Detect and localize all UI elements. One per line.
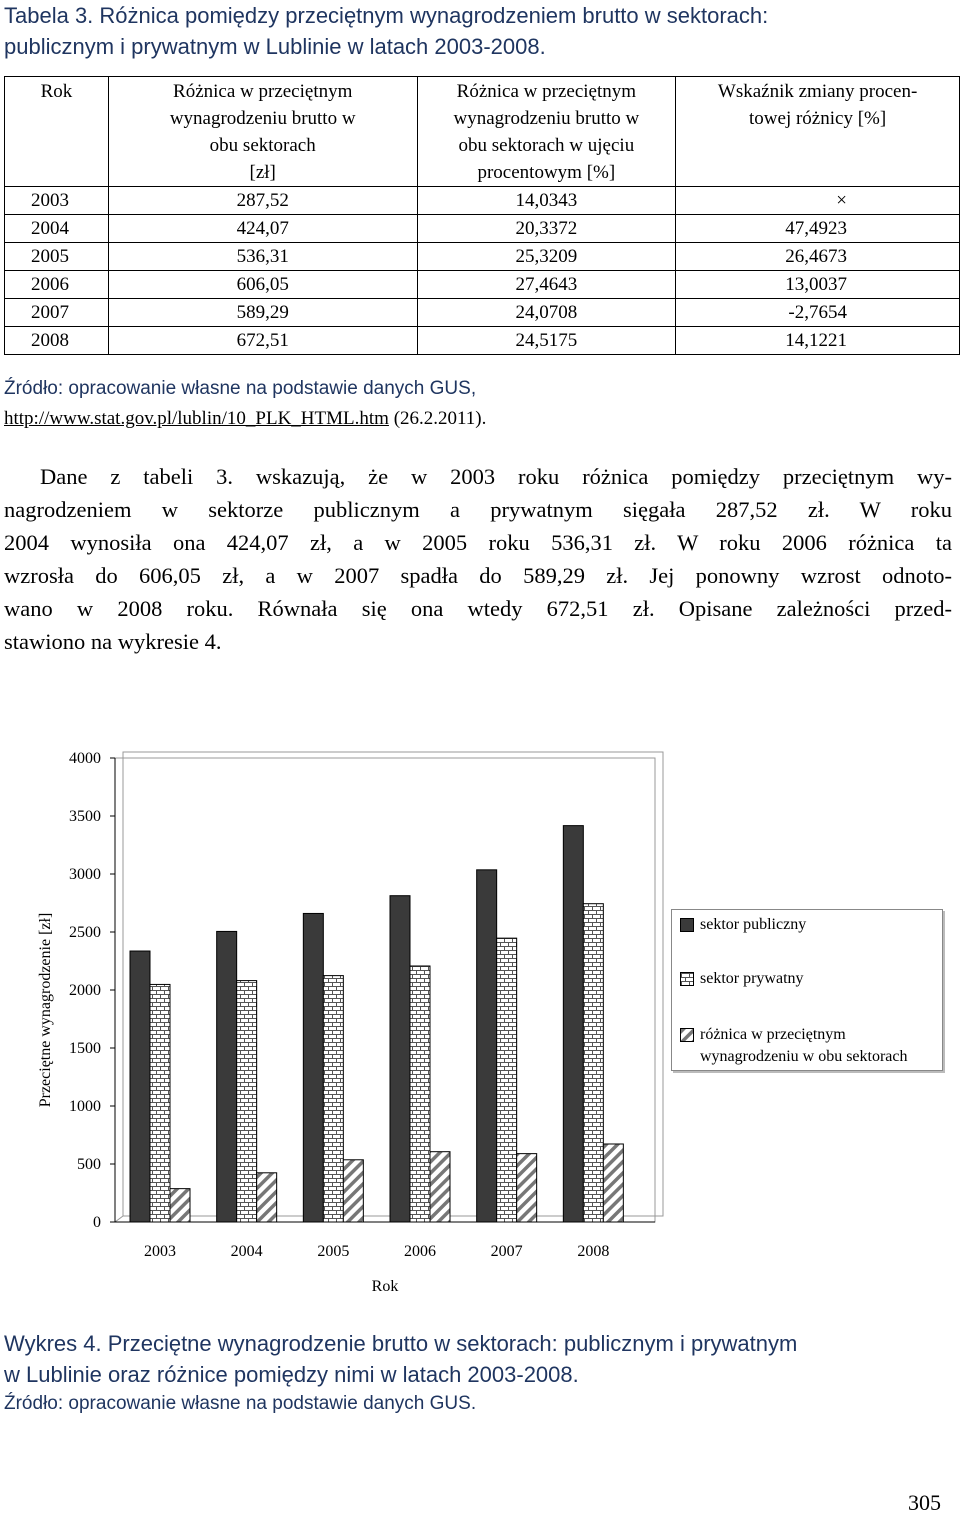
wage-difference-table xyxy=(4,76,960,355)
bar-private xyxy=(323,976,343,1222)
x-axis-label: Rok xyxy=(371,1278,399,1295)
cell-year: 2003 xyxy=(5,187,109,215)
y-tick-label: 1000 xyxy=(69,1098,101,1115)
table-row xyxy=(5,187,960,215)
cell-difference-percent: 25,3209 xyxy=(417,243,676,271)
paragraph-line: stawiono na wykresie 4. xyxy=(4,629,222,654)
legend-item-difference xyxy=(680,1024,908,1068)
x-tick-label: 2003 xyxy=(144,1243,176,1260)
legend-item-private xyxy=(680,970,804,988)
table-row xyxy=(5,215,960,243)
y-tick-label: 1500 xyxy=(69,1040,101,1057)
header-difference-pln: Różnica w przeciętnym wynagrodzeniu brutto w obu sektorach [zł] xyxy=(108,77,417,187)
y-tick-label: 500 xyxy=(77,1156,101,1173)
chart-legend xyxy=(671,909,943,1071)
x-tick-label: 2004 xyxy=(230,1243,263,1260)
chart-caption-line1: Wykres 4. Przeciętne wynagrodzenie brutto w sektorach: publicznym i prywatnym xyxy=(4,1331,798,1356)
cell-difference-pln: 287,52 xyxy=(108,187,417,215)
cell-difference-percent: 20,3372 xyxy=(417,215,676,243)
x-tick-label: 2006 xyxy=(404,1243,436,1260)
bar-private xyxy=(410,966,430,1222)
x-tick-label: 2007 xyxy=(490,1243,523,1260)
cell-year: 2008 xyxy=(5,327,109,355)
legend-swatch-diagonal-icon xyxy=(680,1028,694,1042)
cell-change-index: -2,7654 xyxy=(676,299,960,327)
y-tick-label: 3500 xyxy=(69,808,101,825)
bar-difference xyxy=(170,1189,190,1222)
cell-difference-percent: 14,0343 xyxy=(417,187,676,215)
y-tick-label: 3000 xyxy=(69,866,101,883)
bar-private xyxy=(150,984,170,1222)
table-source-link[interactable]: http://www.stat.gov.pl/lublin/10_PLK_HTML.htm xyxy=(4,408,389,429)
chart-caption-source: Źródło: opracowanie własne na podstawie danych GUS. xyxy=(4,1393,477,1414)
bar-public xyxy=(390,896,410,1222)
cell-year: 2005 xyxy=(5,243,109,271)
chart-caption-line2: w Lublinie oraz różnice pomiędzy nimi w latach 2003-2008. xyxy=(4,1362,579,1387)
cell-change-index: × xyxy=(676,187,960,215)
legend-label: sektor publiczny xyxy=(700,916,807,933)
table-row xyxy=(5,243,960,271)
legend-label-line: różnica w przeciętnym xyxy=(700,1026,846,1043)
chart-caption xyxy=(4,1328,797,1418)
cell-difference-pln: 606,05 xyxy=(108,271,417,299)
y-tick-label: 2500 xyxy=(69,924,101,941)
table-caption xyxy=(4,0,768,62)
bar-difference xyxy=(517,1154,537,1222)
bar-public xyxy=(303,913,323,1222)
header-change-index: Wskaźnik zmiany procen- towej różnicy [%] xyxy=(676,77,960,187)
bar-difference xyxy=(257,1173,277,1222)
paragraph-line: nagrodzeniem w sektorze publicznym a prywatnym sięgała 287,52 zł. W roku xyxy=(4,497,952,522)
bar-difference xyxy=(343,1160,363,1222)
x-tick-label: 2005 xyxy=(317,1243,350,1260)
cell-difference-percent: 24,0708 xyxy=(417,299,676,327)
paragraph-line: 2004 wynosiła ona 424,07 zł, a w 2005 roku 536,31 zł. W roku 2006 różnica ta xyxy=(4,530,952,555)
cell-difference-percent: 27,4643 xyxy=(417,271,676,299)
y-tick-label: 0 xyxy=(93,1214,101,1231)
bar-public xyxy=(477,870,497,1222)
bar-public xyxy=(563,826,583,1222)
paragraph-line: Dane z tabeli 3. wskazują, że w 2003 roku różnica pomiędzy przeciętnym wy- xyxy=(40,464,952,489)
cell-difference-percent: 24,5175 xyxy=(417,327,676,355)
table-row xyxy=(5,299,960,327)
header-year: Rok xyxy=(5,77,109,187)
table-source-text: Źródło: opracowanie własne na podstawie danych GUS, xyxy=(4,378,477,399)
table-source xyxy=(4,374,486,435)
table-source-date: (26.2.2011). xyxy=(388,408,487,429)
cell-difference-pln: 589,29 xyxy=(108,299,417,327)
table-caption-line2: publicznym i prywatnym w Lublinie w latach 2003-2008. xyxy=(4,34,546,59)
legend-item-public xyxy=(680,916,806,934)
paragraph-line: wzrosła do 606,05 zł, a w 2007 spadła do 589,29 zł. Jej ponowny wzrost odnoto- xyxy=(4,563,952,588)
y-axis-label: Przeciętne wynagrodzenie [zł] xyxy=(37,912,54,1108)
legend-label: sektor prywatny xyxy=(700,970,804,987)
cell-difference-pln: 424,07 xyxy=(108,215,417,243)
y-tick-label: 2000 xyxy=(69,982,101,999)
cell-difference-pln: 536,31 xyxy=(108,243,417,271)
y-tick-label: 4000 xyxy=(69,750,101,767)
bar-private xyxy=(237,981,257,1222)
legend-swatch-brick-icon xyxy=(680,972,694,986)
bar-private xyxy=(583,904,603,1222)
page-number: 305 xyxy=(908,1490,941,1515)
cell-year: 2006 xyxy=(5,271,109,299)
cell-change-index: 14,1221 xyxy=(676,327,960,355)
header-difference-percent: Różnica w przeciętnym wynagrodzeniu brutto w obu sektorach w ujęciu procentowym [%] xyxy=(417,77,676,187)
body-paragraph xyxy=(4,460,952,658)
table-caption-line1: Tabela 3. Różnica pomiędzy przeciętnym wynagrodzeniem brutto w sektorach: xyxy=(4,3,769,28)
table-header-row xyxy=(5,77,960,187)
table-row xyxy=(5,271,960,299)
bar-difference xyxy=(603,1144,623,1222)
legend-swatch-solid-icon xyxy=(680,918,694,932)
paragraph-line: wano w 2008 roku. Równała się ona wtedy 672,51 zł. Opisane zależności przed- xyxy=(4,596,952,621)
bar-public xyxy=(130,951,150,1222)
cell-change-index: 26,4673 xyxy=(676,243,960,271)
x-tick-label: 2008 xyxy=(577,1243,610,1260)
table-row xyxy=(5,327,960,355)
legend-label-line: wynagrodzeniu w obu sektorach xyxy=(700,1048,908,1065)
cell-change-index: 13,0037 xyxy=(676,271,960,299)
bar-private xyxy=(497,938,517,1222)
cell-year: 2007 xyxy=(5,299,109,327)
cell-change-index: 47,4923 xyxy=(676,215,960,243)
cell-difference-pln: 672,51 xyxy=(108,327,417,355)
bar-difference xyxy=(430,1152,450,1222)
cell-year: 2004 xyxy=(5,215,109,243)
bar-public xyxy=(217,931,237,1222)
